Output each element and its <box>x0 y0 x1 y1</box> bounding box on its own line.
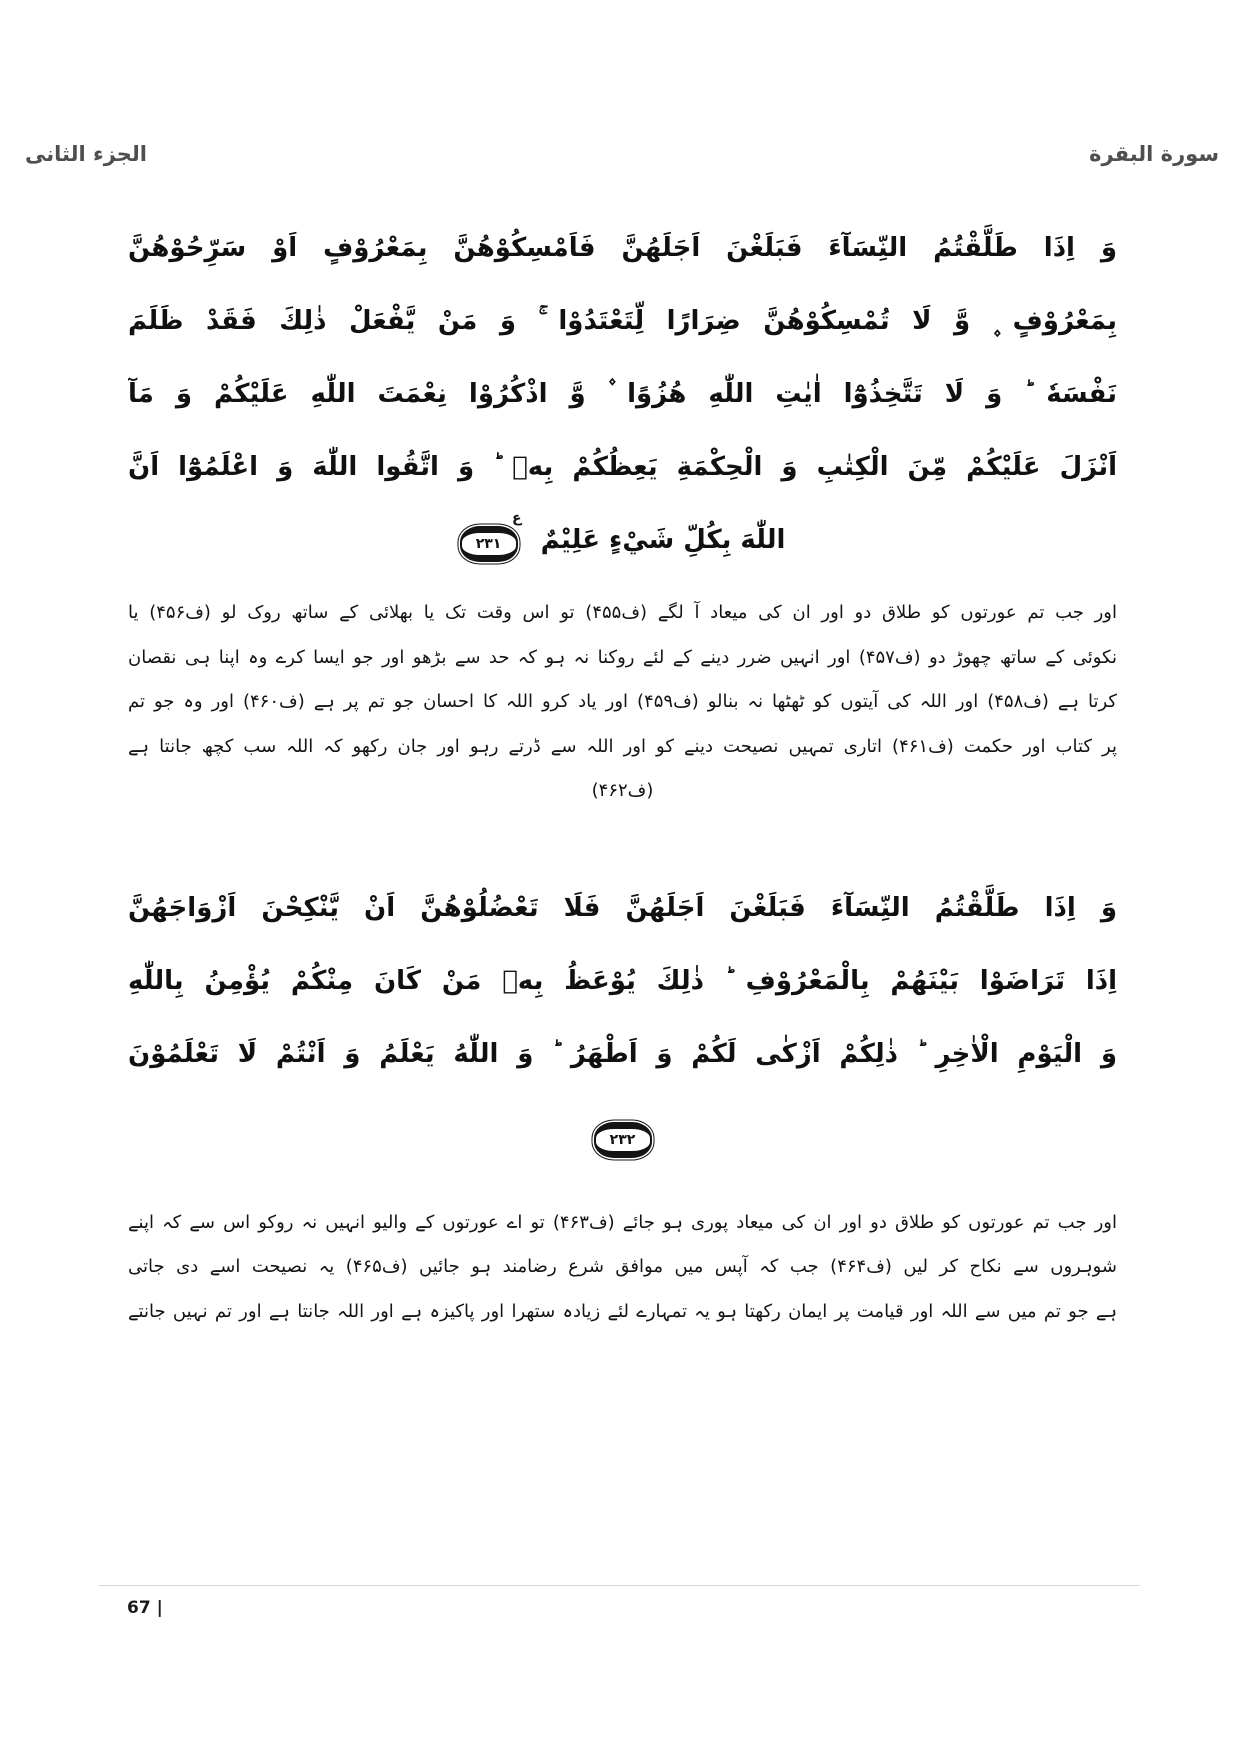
verse-232-marker-line <box>128 1113 1117 1165</box>
urdu-line: پر کتاب اور حکمت (ف۴۶۱) اتاری تمہیں نصیحت دینے کو اور اللہ سے ڈرتے رہو اور جان رکھو کہ اللہ سب کچھ جانتا ہے <box>128 735 1117 757</box>
urdu-line: ہے جو تم میں سے اللہ اور قیامت پر ایمان رکھتا ہو یہ تمہارے لئے زیادہ ستھرا اور پاکیزہ ہے اور اللہ جانتا ہے اور تم نہیں جانتے <box>128 1300 1117 1322</box>
arabic-line: اِذَا تَرَاضَوْا بَيْنَهُمْ بِالْمَعْرُوْفِ ؕ ذٰلِكَ يُوْعَظُ بِهٖ مَنْ كَانَ مِنْكُمْ يُؤْمِنُ بِاللّٰهِ <box>128 965 1117 996</box>
verse-number-medallion: ۲۳۱ <box>460 526 518 562</box>
arabic-line: اَنْزَلَ عَلَيْكُمْ مِّنَ الْكِتٰبِ وَ الْحِكْمَةِ يَعِظُكُمْ بِهٖ ؕ وَ اتَّقُوا اللّٰهَ وَ اعْلَمُوْٓا اَنَّ <box>128 452 1117 482</box>
urdu-line: شوہروں سے نکاح کر لیں (ف۴۶۴) جب کہ آپس میں موافق شرع رضامند ہو جائیں (ف۴۶۵) یہ نصیحت اسے دی جاتی <box>128 1256 1117 1277</box>
urdu-line: کرتا ہے (ف۴۵۸) اور اللہ کی آیتوں کو ٹھٹھا نہ بنالو (ف۴۵۹) اور یاد کرو اللہ کا احسان جو تم پر ہے (ف۴۶۰) اور وہ جو تم <box>128 691 1117 712</box>
arabic-line: نَفْسَهٗ ؕ وَ لَا تَتَّخِذُوْٓا اٰيٰتِ اللّٰهِ هُزُوًا ۫ وَّ اذْكُرُوْا نِعْمَتَ اللّٰهِ عَلَيْكُمْ وَ مَآ <box>128 379 1117 409</box>
surah-title: سورة البقرة <box>1089 142 1219 166</box>
verse-231-urdu-block <box>128 591 1117 814</box>
verse-232-arabic-block <box>128 872 1117 1165</box>
juz-title: الجزء الثانی <box>25 142 148 166</box>
page-number: 67 | <box>127 1598 163 1618</box>
urdu-line: اور جب تم عورتوں کو طلاق دو اور ان کی میعاد پوری ہو جائے (ف۴۶۳) تو اے عورتوں کے والیو انہیں نہ روکو اس سے کہ اپنے <box>128 1211 1117 1233</box>
verse-number-medallion: ۲۳۲ <box>594 1122 652 1158</box>
page-content <box>0 212 1239 1334</box>
verse-231-arabic-block <box>128 212 1117 577</box>
urdu-line: اور جب تم عورتوں کو طلاق دو اور ان کی میعاد آ لگے (ف۴۵۵) تو اس وقت تک یا بھلائی کے ساتھ روک لو (ف۴۵۶) یا <box>128 602 1117 623</box>
arabic-last-line-text: اللّٰهَ بِكُلِّ شَيْءٍ عَلِيْمٌ <box>540 525 786 555</box>
verse-231-marker <box>460 504 522 577</box>
arabic-line: وَ اِذَا طَلَّقْتُمُ النِّسَآءَ فَبَلَغْنَ اَجَلَهُنَّ فَاَمْسِكُوْهُنَّ بِمَعْرُوْفٍ اَوْ سَرِّحُوْهُنَّ <box>128 233 1117 263</box>
arabic-last-line <box>128 504 1117 577</box>
arabic-line: وَ اِذَا طَلَّقْتُمُ النِّسَآءَ فَبَلَغْنَ اَجَلَهُنَّ فَلَا تَعْضُلُوْهُنَّ اَنْ يَّنْكِحْنَ اَزْوَاجَهُنَّ <box>128 892 1117 923</box>
footer-divider <box>99 1585 1140 1586</box>
urdu-line: نکوئی کے ساتھ چھوڑ دو (ف۴۵۷) اور انہیں ضرر دینے کے لئے روکنا نہ ہو کہ حد سے بڑھو اور جو ایسا کرے وہ اپنا ہی نقصان <box>128 646 1117 668</box>
arabic-line: بِمَعْرُوْفٍ ۪ وَّ لَا تُمْسِكُوْهُنَّ ضِرَارًا لِّتَعْتَدُوْا ۚ وَ مَنْ يَّفْعَلْ ذٰلِكَ فَقَدْ ظَلَمَ <box>128 306 1117 336</box>
arabic-line: وَ الْيَوْمِ الْاٰخِرِ ؕ ذٰلِكُمْ اَزْكٰى لَكُمْ وَ اَطْهَرُ ؕ وَ اللّٰهُ يَعْلَمُ وَ اَنْتُمْ لَا تَعْلَمُوْنَ <box>128 1038 1117 1069</box>
ruku-mark: ع <box>511 510 522 526</box>
page-header <box>0 0 1239 194</box>
verse-232-urdu-block <box>128 1201 1117 1335</box>
urdu-footnote-line: (ف۴۶۲) <box>591 780 654 801</box>
